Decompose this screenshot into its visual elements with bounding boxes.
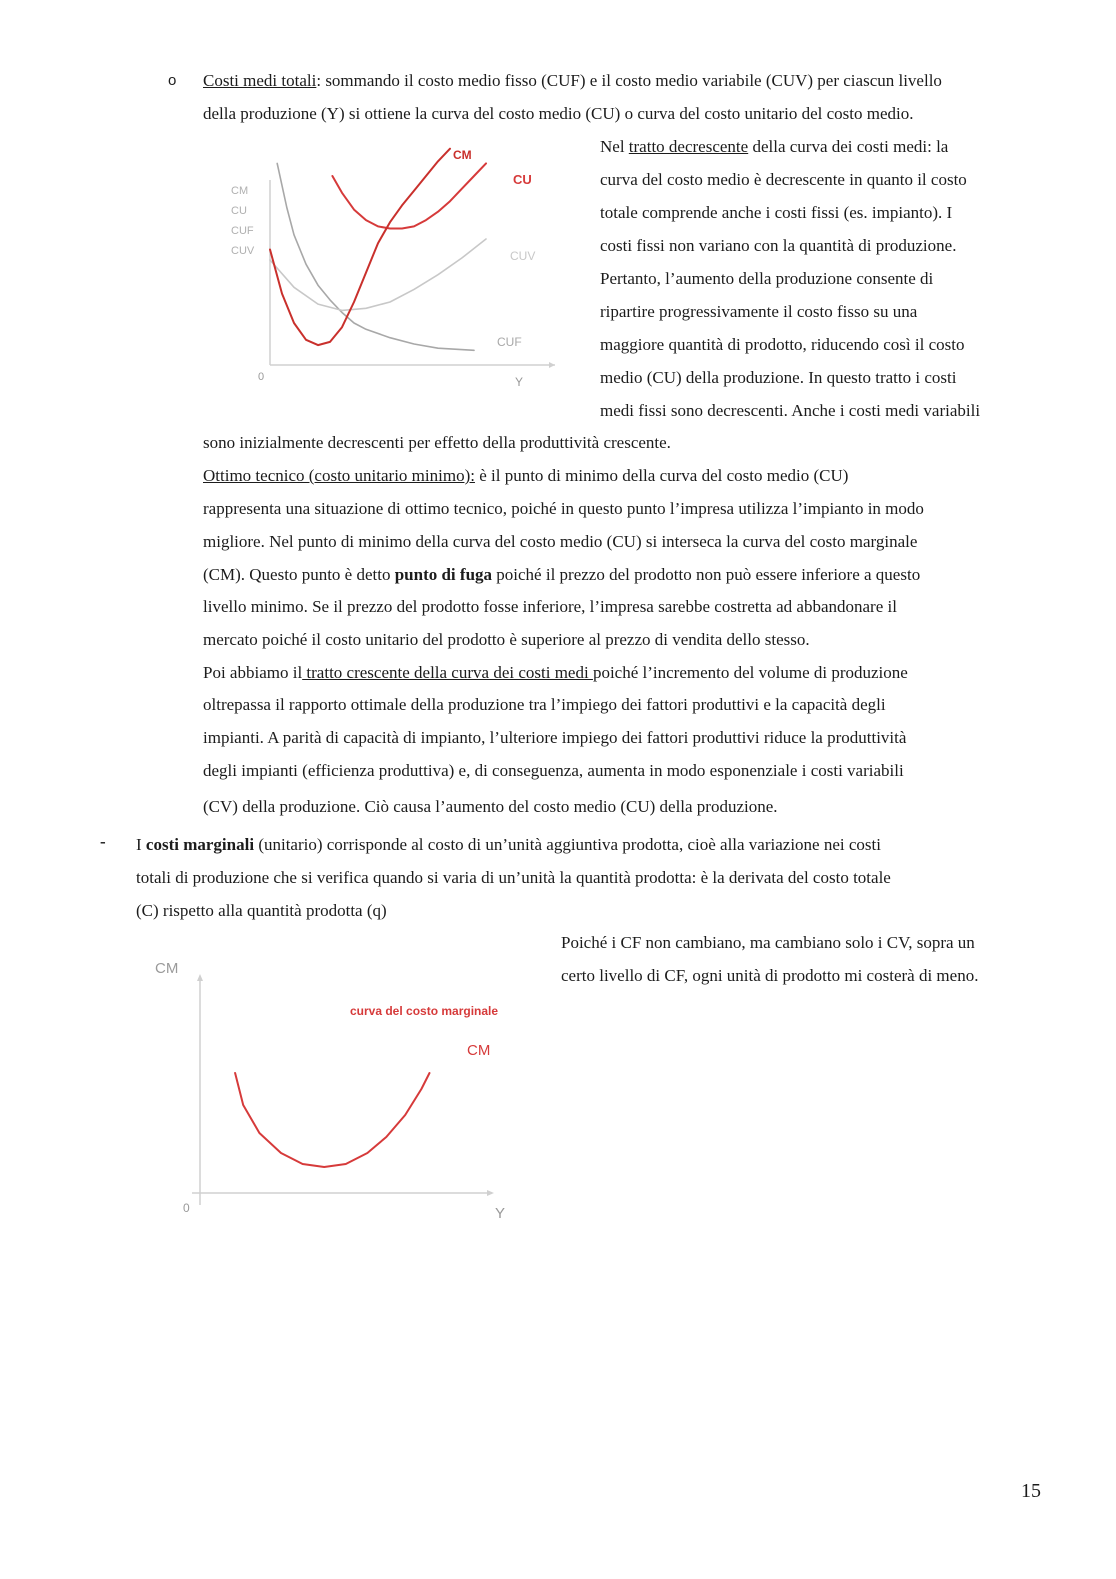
punto-di-fuga-term: punto di fuga — [394, 565, 493, 584]
para2-line5: Pertanto, l’aumento della produzione consente di — [600, 269, 934, 288]
para6-line2: certo livello di CF, ogni unità di prodotto mi costerà di meno. — [561, 966, 979, 985]
para2-line2: curva del costo medio è decrescente in quanto il costo — [600, 170, 967, 189]
curve-cuv — [270, 239, 486, 310]
para3-line5: livello minimo. Se il prezzo del prodotto fosse inferiore, l’impresa sarebbe costretta ad abbandonare il — [203, 597, 897, 616]
tratto-decrescente-term: tratto decrescente — [628, 137, 749, 156]
x-axis-arrow — [487, 1190, 494, 1196]
para2-line6: ripartire progressivamente il costo fisso su una — [600, 302, 918, 321]
para2-line4: costi fissi non variano con la quantità di produzione. — [600, 236, 957, 255]
ottimo-tecnico-term: Ottimo tecnico (costo unitario minimo): — [203, 466, 475, 485]
para4-line1: Poi abbiamo il tratto crescente della curva dei costi medi poiché l’incremento del volume di produzione — [203, 663, 908, 682]
curve-cm — [270, 149, 450, 345]
para4-line4: degli impianti (efficienza produttiva) e, di conseguenza, aumenta in modo esponenziale i costi variabili — [203, 761, 904, 780]
para4-line3: impianti. A parità di capacità di impianto, l’ulteriore impiego dei fattori produttivi riduce la produttività — [203, 728, 907, 747]
series-label-cu: CU — [513, 172, 532, 187]
para3-line4: (CM). Questo punto è detto punto di fuga poiché il prezzo del prodotto non può essere inferiore a questo — [203, 565, 921, 584]
y-axis-label-cm: CM — [231, 185, 249, 197]
para1-lead: Costi medi totali — [203, 71, 317, 90]
para6-line1: Poiché i CF non cambiano, ma cambiano solo i CV, sopra un — [561, 933, 975, 952]
average-cost-chart — [225, 140, 545, 395]
para3-line6: mercato poiché il costo unitario del prodotto è superiore al prezzo di vendita dello stesso. — [203, 630, 810, 649]
para1-line2: della produzione (Y) si ottiene la curva del costo medio (CU) o curva del costo unitario del costo medio. — [203, 104, 914, 123]
marginal-cost-chart — [150, 950, 540, 1230]
para3-line3: migliore. Nel punto di minimo della curva del costo medio (CU) si interseca la curva del costo marginale — [203, 532, 918, 551]
para1-line1: Costi medi totali: sommando il costo medio fisso (CUF) e il costo medio variabile (CUV) per ciascun livello — [203, 71, 942, 90]
bullet-dash-icon: - — [100, 832, 106, 851]
average-cost-chart-svg — [225, 140, 545, 395]
para2-line8: medio (CU) della produzione. In questo tratto i costi — [600, 368, 957, 387]
para2-line10: sono inizialmente decrescenti per effetto della produttività crescente. — [203, 433, 671, 452]
para2-line1: Nel tratto decrescente della curva dei costi medi: la — [600, 137, 949, 156]
curve-cm — [235, 1073, 429, 1167]
series-label-cuf: CUF — [497, 335, 522, 349]
origin-label: 0 — [183, 1201, 190, 1215]
x-axis-label: Y — [495, 1205, 506, 1222]
page-number: 15 — [1021, 1480, 1041, 1502]
origin-label: 0 — [258, 371, 265, 383]
para4-line5: (CV) della produzione. Ciò causa l’aumento del costo medio (CU) della produzione. — [203, 797, 778, 816]
para2-line3: totale comprende anche i costi fissi (es. impianto). I — [600, 203, 953, 222]
curve-cuf — [277, 163, 474, 350]
para2-line9: medi fissi sono decrescenti. Anche i costi medi variabili — [600, 401, 981, 420]
y-axis-arrow — [197, 974, 203, 981]
chart-title: curva del costo marginale — [350, 1004, 499, 1018]
marginal-cost-chart-svg — [150, 950, 540, 1230]
x-axis-arrow — [549, 362, 555, 368]
y-axis-label-cu: CU — [231, 205, 247, 217]
tratto-crescente-term: tratto crescente della curva dei costi medi — [302, 663, 593, 682]
x-axis-label: Y — [515, 375, 524, 389]
series-label-cuv: CUV — [510, 249, 536, 263]
costi-marginali-term: costi marginali — [145, 835, 255, 854]
para2-line7: maggiore quantità di prodotto, riducendo così il costo — [600, 335, 965, 354]
y-axis-label-cuv: CUV — [231, 245, 255, 257]
series-label-cm: CM — [453, 148, 472, 162]
para4-line2: oltrepassa il rapporto ottimale della produzione tra l’impiego dei fattori produttivi e la capacità degli — [203, 695, 886, 714]
series-label-cm: CM — [467, 1042, 491, 1059]
para3-line1: Ottimo tecnico (costo unitario minimo): è il punto di minimo della curva del costo medio (CU) — [203, 466, 849, 485]
bullet-circle-icon: o — [168, 72, 177, 89]
para5-line1: I costi marginali (unitario) corrisponde al costo di un’unità aggiuntiva prodotta, cioè alla variazione nei costi — [136, 835, 881, 854]
para5-line2: totali di produzione che si verifica quando si varia di un’unità la quantità prodotta: è la derivata del costo totale — [136, 868, 891, 887]
y-axis-label-cuf: CUF — [231, 225, 254, 237]
para3-line2: rappresenta una situazione di ottimo tecnico, poiché in questo punto l’impresa utilizza l’impianto in modo — [203, 499, 924, 518]
y-axis-label: CM — [155, 960, 179, 977]
para5-line3: (C) rispetto alla quantità prodotta (q) — [136, 901, 387, 920]
